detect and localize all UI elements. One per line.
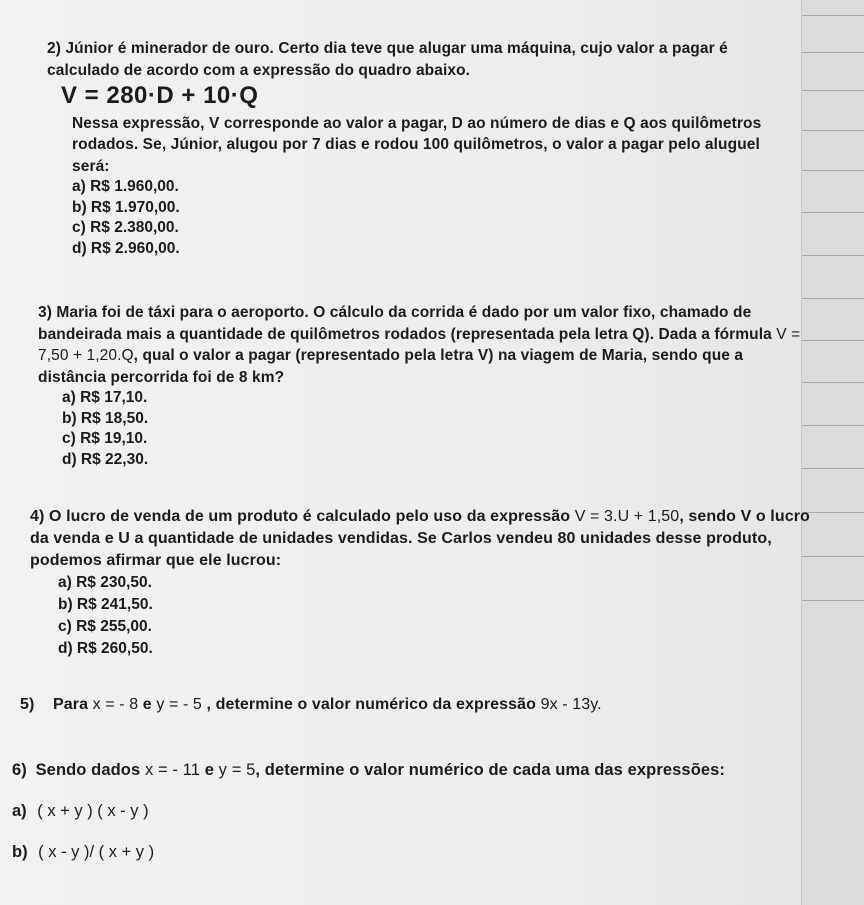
question-number: 6) — [12, 761, 27, 779]
question-number: 3) — [38, 304, 52, 321]
question-3 — [38, 302, 808, 470]
option-d: d) R$ 260,50. — [58, 640, 153, 657]
question-4 — [30, 506, 820, 660]
question-text: O lucro de venda de um produto é calculado pelo uso da expressão — [48, 508, 575, 525]
question-text: , sendo V o lucro da venda e U a quantidade de unidades vendidas. Se Carlos vendeu 80 unidades desse produto, podemos afirmar que ele lucrou: — [30, 508, 810, 569]
item-a — [12, 801, 842, 823]
question-3-statement — [38, 302, 808, 388]
x-value: x = - 8 — [92, 696, 139, 713]
option-a: a) R$ 230,50. — [58, 574, 152, 591]
question-5-statement — [20, 694, 820, 716]
formula: V = 7,50 + 1,20.Q — [38, 325, 801, 364]
question-2-explanation: Nessa expressão, V corresponde ao valor a pagar, D ao número de dias e Q aos quilômetros rodados. Se, Júnior, alugou por 7 dias e rodou 100 quilômetros, o valor a pagar pelo aluguel será: — [72, 114, 762, 175]
question-6-statement — [12, 760, 842, 782]
question-text: Sendo dados — [35, 761, 145, 779]
question-2 — [47, 38, 777, 259]
question-text: e — [138, 696, 157, 713]
option-a: a) R$ 1.960,00. — [72, 178, 179, 195]
item-label: b) — [12, 843, 28, 861]
item-b — [12, 842, 842, 864]
question-number: 4) — [30, 508, 45, 525]
option-d: d) R$ 2.960,00. — [72, 239, 180, 257]
question-text: , determine o valor numérico de cada uma das expressões: — [255, 761, 726, 779]
item-expression: ( x - y )/ ( x + y ) — [38, 843, 155, 861]
option-b: b) R$ 18,50. — [62, 409, 149, 427]
option-c: c) R$ 255,00. — [58, 618, 152, 635]
option-c: c) R$ 2.380,00. — [72, 219, 179, 236]
formula-box: V = 280·D + 10·Q — [61, 82, 259, 109]
expression: 9x - 13y. — [540, 696, 602, 713]
question-6 — [12, 760, 842, 864]
question-4-statement — [30, 506, 820, 572]
question-text: e — [200, 761, 219, 779]
option-c: c) R$ 19,10. — [62, 430, 148, 447]
option-b: b) R$ 1.970,00. — [72, 198, 180, 216]
option-a: a) R$ 17,10. — [62, 389, 148, 406]
option-d: d) R$ 22,30. — [62, 450, 149, 468]
y-value: y = - 5 — [156, 696, 202, 713]
item-expression: ( x + y ) ( x - y ) — [37, 801, 149, 820]
item-label: a) — [12, 801, 27, 820]
question-text: , determine o valor numérico da expressão — [201, 696, 541, 713]
y-value: y = 5 — [218, 761, 256, 779]
question-text: Maria foi de táxi para o aeroporto. O cálculo da corrida é dado por um valor fixo, chamado de bandeirada mais a quantidade de quilômetros rodados (representada pela letra Q). Dada a fórmula — [38, 304, 777, 343]
option-b: b) R$ 241,50. — [58, 596, 153, 613]
formula: V = 3.U + 1,50 — [574, 508, 680, 525]
options-list — [30, 572, 820, 660]
question-5 — [20, 694, 820, 716]
options-list — [38, 388, 808, 470]
question-2-statement — [47, 38, 777, 81]
question-text: , qual o valor a pagar (representado pela letra V) na viagem de Maria, sendo que a distância percorrida foi de 8 km? — [38, 347, 744, 386]
question-number: 2) — [47, 40, 61, 57]
question-text: Para — [52, 696, 93, 713]
x-value: x = - 11 — [144, 761, 201, 779]
question-number: 5) — [20, 696, 35, 713]
options-list — [47, 177, 777, 259]
question-text: Júnior é minerador de ouro. Certo dia teve que alugar uma máquina, cujo valor a pagar é calculado de acordo com a expressão do quadro abaixo. — [47, 40, 728, 79]
